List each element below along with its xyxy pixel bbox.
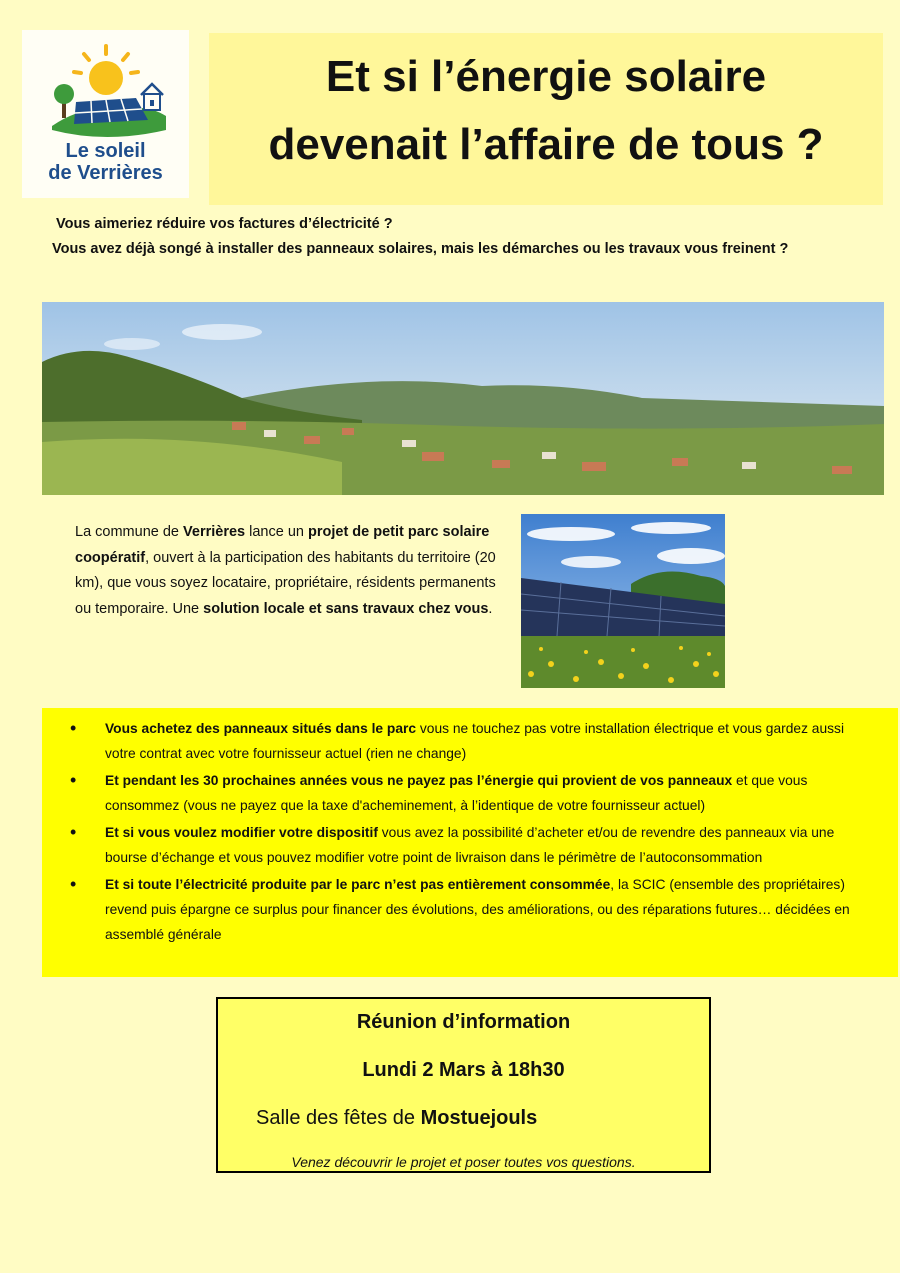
commune-name: Verrières [183, 524, 246, 540]
logo [22, 30, 189, 198]
benefits-panel [42, 708, 898, 977]
benefit-text: et que vous consommez (vous ne payez que la taxe d'acheminement, à l’identique de votre fournisseur actuel) [105, 773, 808, 813]
title-line-2: devenait l’affaire de tous ? [268, 120, 824, 169]
solar-village-logo-icon [44, 42, 168, 138]
title-line-1: Et si l’énergie solaire [325, 52, 767, 101]
benefit-text: , la SCIC (ensemble des propriétaires) revend puis épargne ce surplus pour financer des évolutions, des améliorations, ou des réparations futures… décidées en assemblé générale [105, 877, 850, 942]
title-box [209, 33, 883, 205]
page-title [209, 33, 883, 179]
project-description [75, 520, 510, 622]
benefit-item [105, 872, 878, 947]
logo-line-1: Le soleil [65, 140, 146, 162]
benefit-item [105, 820, 878, 870]
benefit-item [105, 768, 878, 818]
solution-highlight: solution locale et sans travaux chez vous [203, 600, 489, 617]
project-name: projet de petit parc solaire coopératif [75, 524, 490, 566]
meeting-invite: Venez découvrir le projet et poser toutes vos questions. [291, 1154, 636, 1170]
venue-prefix: Salle des fêtes de [256, 1107, 421, 1129]
intro-question-2: Vous avez déjà songé à installer des panneaux solaires, mais les démarches ou les travaux vous freinent ? [52, 241, 789, 257]
project-text-2: lance un [245, 524, 308, 540]
benefit-lead: Et si vous voulez modifier votre dispositif [105, 825, 378, 840]
benefit-lead: Et pendant les 30 prochaines années vous ne payez pas l’énergie qui provient de vos panneaux [105, 773, 733, 788]
project-text-3: , ouvert à la participation des habitants du territoire (20 km), que vous soyez locataire, propriétaire, résidents permanents ou temporaire. Une [75, 549, 496, 617]
benefit-lead: Et si toute l’électricité produite par le parc n’est pas entièrement consommée [105, 877, 611, 892]
logo-line-2: de Verrières [48, 162, 163, 184]
meeting-box [216, 997, 711, 1173]
project-text-4: . [488, 600, 493, 617]
meeting-venue [256, 1107, 537, 1130]
benefit-text: vous ne touchez pas votre installation électrique et vous gardez aussi votre contrat avec votre fournisseur actuel (rien ne change) [105, 721, 845, 761]
meeting-title: Réunion d’information [356, 1011, 571, 1033]
intro-question-1: Vous aimeriez réduire vos factures d’électricité ? [56, 216, 393, 232]
venue-name: Mostuejouls [420, 1107, 538, 1129]
solar-panels-photo [521, 514, 725, 688]
landscape-photo [42, 302, 884, 495]
meeting-date: Lundi 2 Mars à 18h30 [362, 1059, 565, 1081]
project-text-1: La commune de [75, 524, 184, 540]
benefit-item [105, 716, 878, 766]
benefit-lead: Vous achetez des panneaux situés dans le parc [105, 721, 417, 736]
benefits-list [42, 708, 898, 947]
benefit-text: vous avez la possibilité d’acheter et/ou de revendre des panneaux via une bourse d’échange et vous pouvez modifier votre point de livraison dans le périmètre de l’autoconsommation [105, 825, 835, 865]
